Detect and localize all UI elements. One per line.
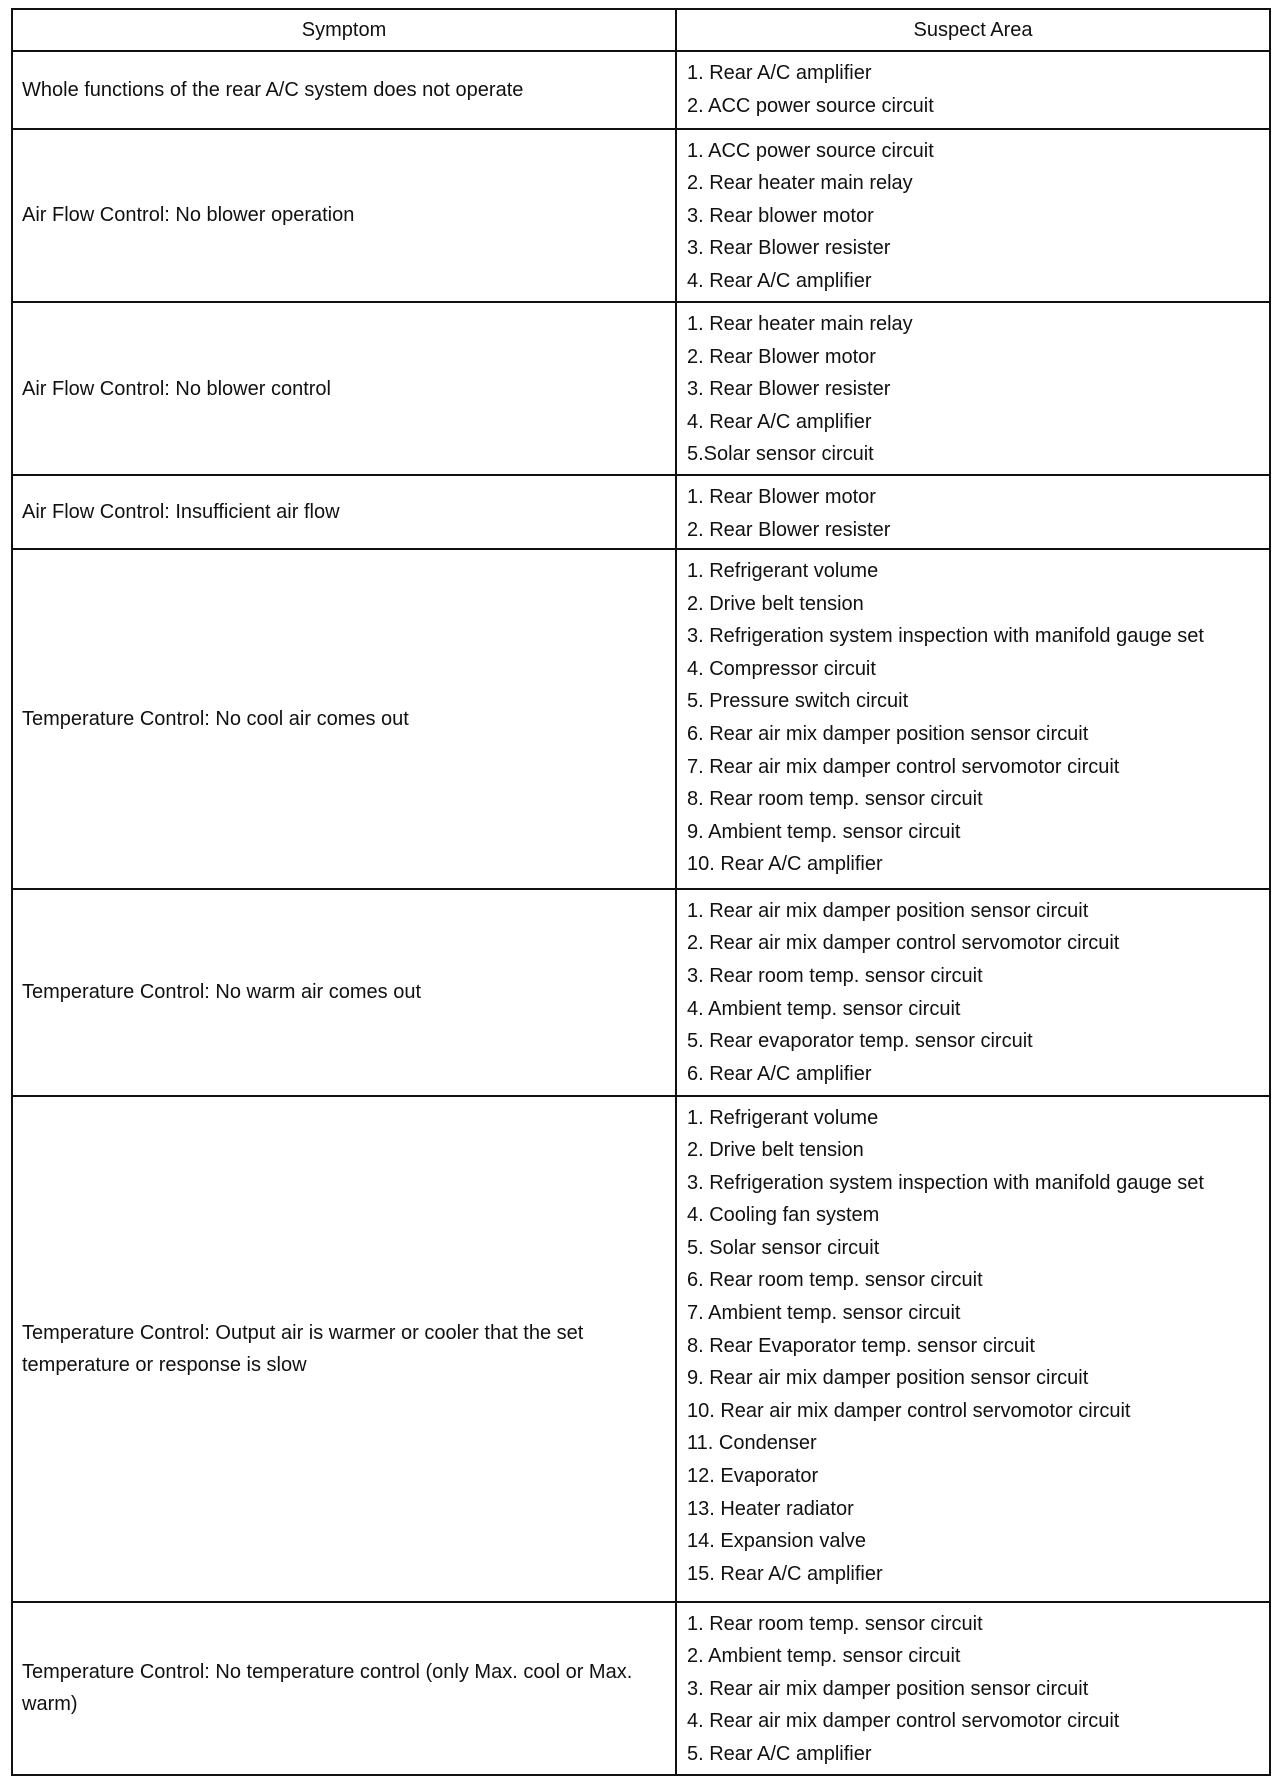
suspect-area-item: 9. Ambient temp. sensor circuit: [687, 820, 961, 843]
suspect-area-item: 5. Pressure switch circuit: [687, 690, 909, 713]
header-row: [12, 9, 1270, 51]
table-row: [12, 889, 1270, 1096]
symptom-cell: Air Flow Control: Insufficient air flow: [12, 475, 676, 549]
suspect-area-item: 13. Heater radiator: [687, 1497, 854, 1520]
troubleshooting-table: [11, 8, 1271, 1776]
suspect-area-item: 6. Rear air mix damper position sensor circuit: [687, 723, 1089, 746]
suspect-area-item: 5. Rear A/C amplifier: [687, 1742, 872, 1765]
symptom-cell: Temperature Control: No warm air comes out: [12, 889, 676, 1096]
suspect-area-item: 8. Rear Evaporator temp. sensor circuit: [687, 1334, 1035, 1357]
suspect-area-item: 2. Rear Blower motor: [687, 345, 876, 368]
symptom-cell: Temperature Control: Output air is warmer or cooler that the set temperature or response is slow: [12, 1096, 676, 1602]
suspect-area-cell: [676, 475, 1270, 549]
suspect-area-item: 14. Expansion valve: [687, 1530, 867, 1553]
suspect-area-item: 2. Ambient temp. sensor circuit: [687, 1645, 961, 1668]
suspect-area-item: 5. Rear evaporator temp. sensor circuit: [687, 1030, 1033, 1053]
suspect-area-list: [687, 57, 1261, 122]
symptom-cell: Air Flow Control: No blower operation: [12, 129, 676, 302]
suspect-area-item: 6. Rear room temp. sensor circuit: [687, 1269, 983, 1292]
suspect-area-cell: [676, 1096, 1270, 1602]
table-row: [12, 1096, 1270, 1602]
suspect-area-item: 2. Rear Blower resister: [687, 519, 891, 542]
suspect-area-item: 12. Evaporator: [687, 1465, 819, 1488]
suspect-area-item: 2. Drive belt tension: [687, 1139, 864, 1162]
suspect-area-item: 15. Rear A/C amplifier: [687, 1562, 883, 1585]
suspect-area-item: 3. Refrigeration system inspection with manifold gauge set: [687, 625, 1204, 648]
suspect-area-list: [687, 895, 1261, 1091]
suspect-area-item: 5. Solar sensor circuit: [687, 1236, 880, 1259]
symptom-cell: Temperature Control: No cool air comes out: [12, 549, 676, 889]
suspect-area-item: 1. Rear Blower motor: [687, 486, 876, 509]
suspect-area-item: 10. Rear A/C amplifier: [687, 853, 883, 876]
suspect-area-item: 11. Condenser: [687, 1432, 817, 1455]
suspect-area-item: 4. Cooling fan system: [687, 1204, 880, 1227]
suspect-area-item: 3. Rear air mix damper position sensor circuit: [687, 1677, 1089, 1700]
suspect-area-item: 3. Rear room temp. sensor circuit: [687, 965, 983, 987]
suspect-area-cell: [676, 1602, 1270, 1775]
table-row: [12, 302, 1270, 475]
suspect-area-item: 4. Rear A/C amplifier: [687, 269, 872, 292]
suspect-area-list: [687, 308, 1261, 471]
suspect-area-item: 2. Rear air mix damper control servomotor circuit: [687, 932, 1120, 955]
suspect-area-item: 2. Drive belt tension: [687, 592, 864, 615]
suspect-area-item: 7. Rear air mix damper control servomotor circuit: [687, 755, 1120, 778]
suspect-area-item: 6. Rear A/C amplifier: [687, 1062, 872, 1085]
symptom-cell: Air Flow Control: No blower control: [12, 302, 676, 475]
suspect-area-item: 1. Rear air mix damper position sensor circuit: [687, 899, 1089, 922]
suspect-area-item: 9. Rear air mix damper position sensor circuit: [687, 1367, 1089, 1390]
table-body: [12, 51, 1270, 1775]
suspect-area-item: 3. Refrigeration system inspection with manifold gauge set: [687, 1171, 1204, 1194]
suspect-area-item: 1. Refrigerant volume: [687, 560, 879, 583]
suspect-area-item: 2. ACC power source circuit: [687, 94, 934, 117]
suspect-area-item: 5.Solar sensor circuit: [687, 443, 874, 466]
suspect-area-list: [687, 1102, 1261, 1591]
suspect-area-item: 1. Rear heater main relay: [687, 312, 913, 335]
suspect-area-item: 4. Compressor circuit: [687, 657, 876, 680]
suspect-area-item: 8. Rear room temp. sensor circuit: [687, 788, 983, 811]
symptom-column-header: Symptom: [12, 9, 676, 51]
suspect-area-item: 3. Rear Blower resister: [687, 237, 891, 260]
table-row: [12, 129, 1270, 302]
table-row: [12, 51, 1270, 129]
suspect-area-cell: [676, 129, 1270, 302]
table-row: [12, 475, 1270, 549]
suspect-area-item: 1. Rear A/C amplifier: [687, 62, 872, 84]
suspect-area-item: 4. Rear A/C amplifier: [687, 410, 872, 433]
suspect-area-item: 10. Rear air mix damper control servomotor circuit: [687, 1399, 1131, 1422]
suspect-area-list: [687, 135, 1261, 298]
suspect-area-cell: [676, 302, 1270, 475]
suspect-area-item: 1. Rear room temp. sensor circuit: [687, 1612, 983, 1635]
suspect-area-item: 3. Rear Blower resister: [687, 378, 891, 401]
suspect-area-cell: [676, 889, 1270, 1096]
suspect-area-list: [687, 481, 1261, 546]
table-row: [12, 1602, 1270, 1775]
suspect-area-item: 7. Ambient temp. sensor circuit: [687, 1302, 961, 1325]
suspect-area-list: [687, 555, 1261, 881]
symptom-cell: Whole functions of the rear A/C system does not operate: [12, 51, 676, 129]
suspect-area-cell: [676, 51, 1270, 129]
suspect-area-item: 4. Rear air mix damper control servomotor circuit: [687, 1710, 1120, 1733]
suspect-area-item: 1. Refrigerant volume: [687, 1106, 879, 1129]
symptom-cell: Temperature Control: No temperature control (only Max. cool or Max. warm): [12, 1602, 676, 1775]
suspect-area-item: 4. Ambient temp. sensor circuit: [687, 997, 961, 1020]
suspect-area-list: [687, 1608, 1261, 1771]
suspect-area-item: 3. Rear blower motor: [687, 204, 874, 227]
suspect-area-column-header: Suspect Area: [676, 9, 1270, 51]
suspect-area-item: 1. ACC power source circuit: [687, 139, 934, 162]
suspect-area-cell: [676, 549, 1270, 889]
table-row: [12, 549, 1270, 889]
suspect-area-item: 2. Rear heater main relay: [687, 172, 913, 195]
